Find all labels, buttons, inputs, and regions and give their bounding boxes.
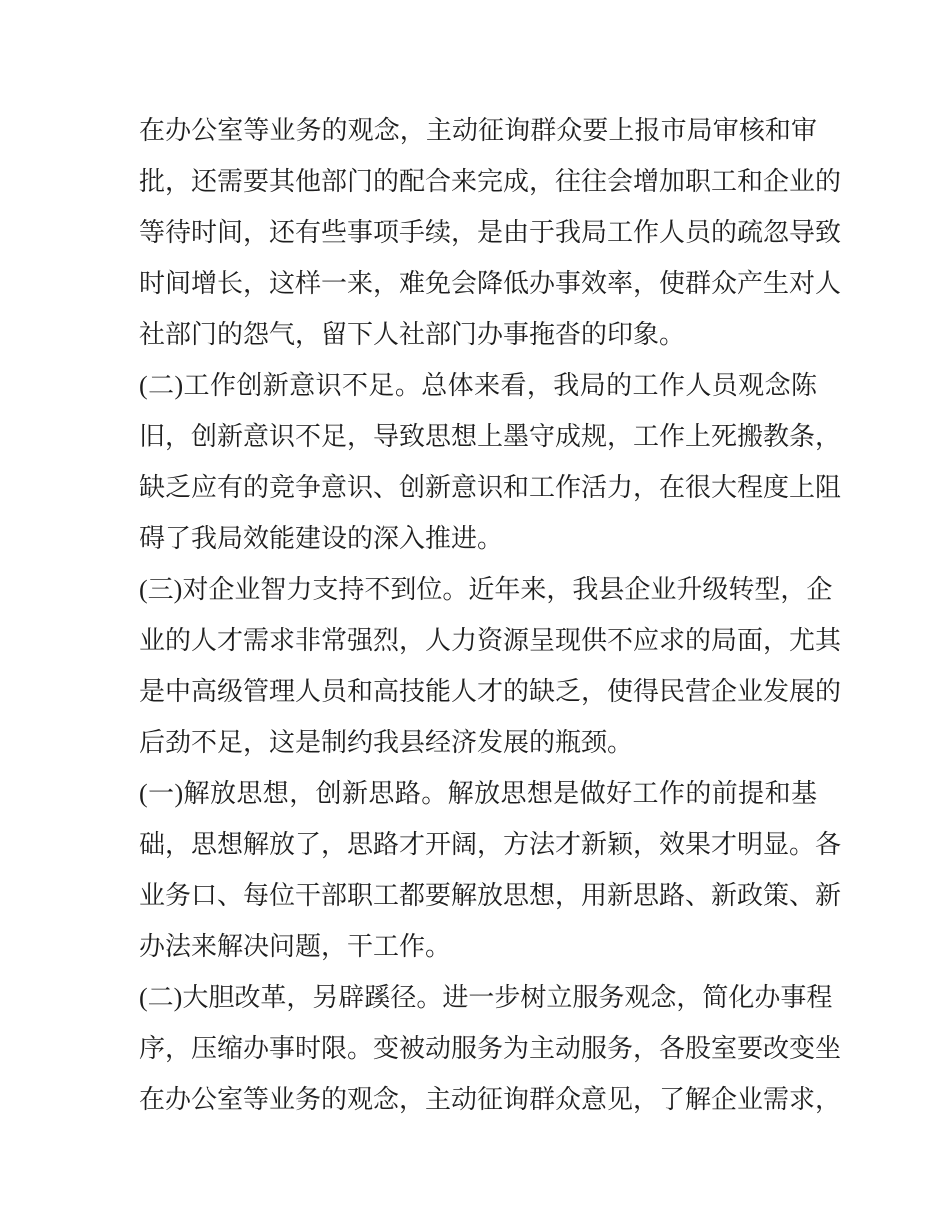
text-line: 在办公室等业务的观念，主动征询群众意见，了解企业需求， bbox=[139, 1085, 842, 1114]
text-line: 后劲不足，这是制约我县经济发展的瓶颈。 bbox=[139, 728, 634, 757]
text-line: 业务口、每位干部职工都要解放思想，用新思路、新政策、新 bbox=[139, 881, 842, 910]
text-line: 等待时间，还有些事项手续，是由于我局工作人员的疏忽导致 bbox=[139, 218, 842, 247]
text-line: 批，还需要其他部门的配合来完成，往往会增加职工和企业的 bbox=[139, 167, 842, 196]
text-line: (二)工作创新意识不足。总体来看，我局的工作人员观念陈 bbox=[139, 371, 817, 400]
text-line: (三)对企业智力支持不到位。近年来，我县企业升级转型，企 bbox=[139, 575, 833, 604]
text-line: (一)解放思想，创新思路。解放思想是做好工作的前提和基 bbox=[139, 779, 817, 808]
text-line: 业的人才需求非常强烈，人力资源呈现供不应求的局面，尤其 bbox=[139, 626, 842, 655]
text-line: (二)大胆改革，另辟蹊径。进一步树立服务观念，简化办事程 bbox=[139, 983, 833, 1012]
text-line: 旧，创新意识不足，导致思想上墨守成规，工作上死搬教条， bbox=[139, 422, 842, 451]
text-line: 碍了我局效能建设的深入推进。 bbox=[139, 524, 504, 553]
text-line: 社部门的怨气，留下人社部门办事拖沓的印象。 bbox=[139, 320, 686, 349]
text-line: 缺乏应有的竞争意识、创新意识和工作活力，在很大程度上阻 bbox=[139, 473, 842, 502]
text-line: 础，思想解放了，思路才开阔，方法才新颖，效果才明显。各 bbox=[139, 830, 842, 859]
text-line: 是中高级管理人员和高技能人才的缺乏，使得民营企业发展的 bbox=[139, 677, 842, 706]
text-line: 办法来解决问题，干工作。 bbox=[139, 932, 452, 961]
text-line: 序，压缩办事时限。变被动服务为主动服务，各股室要改变坐 bbox=[139, 1034, 842, 1063]
text-line: 时间增长，这样一来，难免会降低办事效率，使群众产生对人 bbox=[139, 269, 842, 298]
document-text-block bbox=[139, 105, 842, 1125]
text-line: 在办公室等业务的观念，主动征询群众要上报市局审核和审 bbox=[139, 116, 817, 145]
